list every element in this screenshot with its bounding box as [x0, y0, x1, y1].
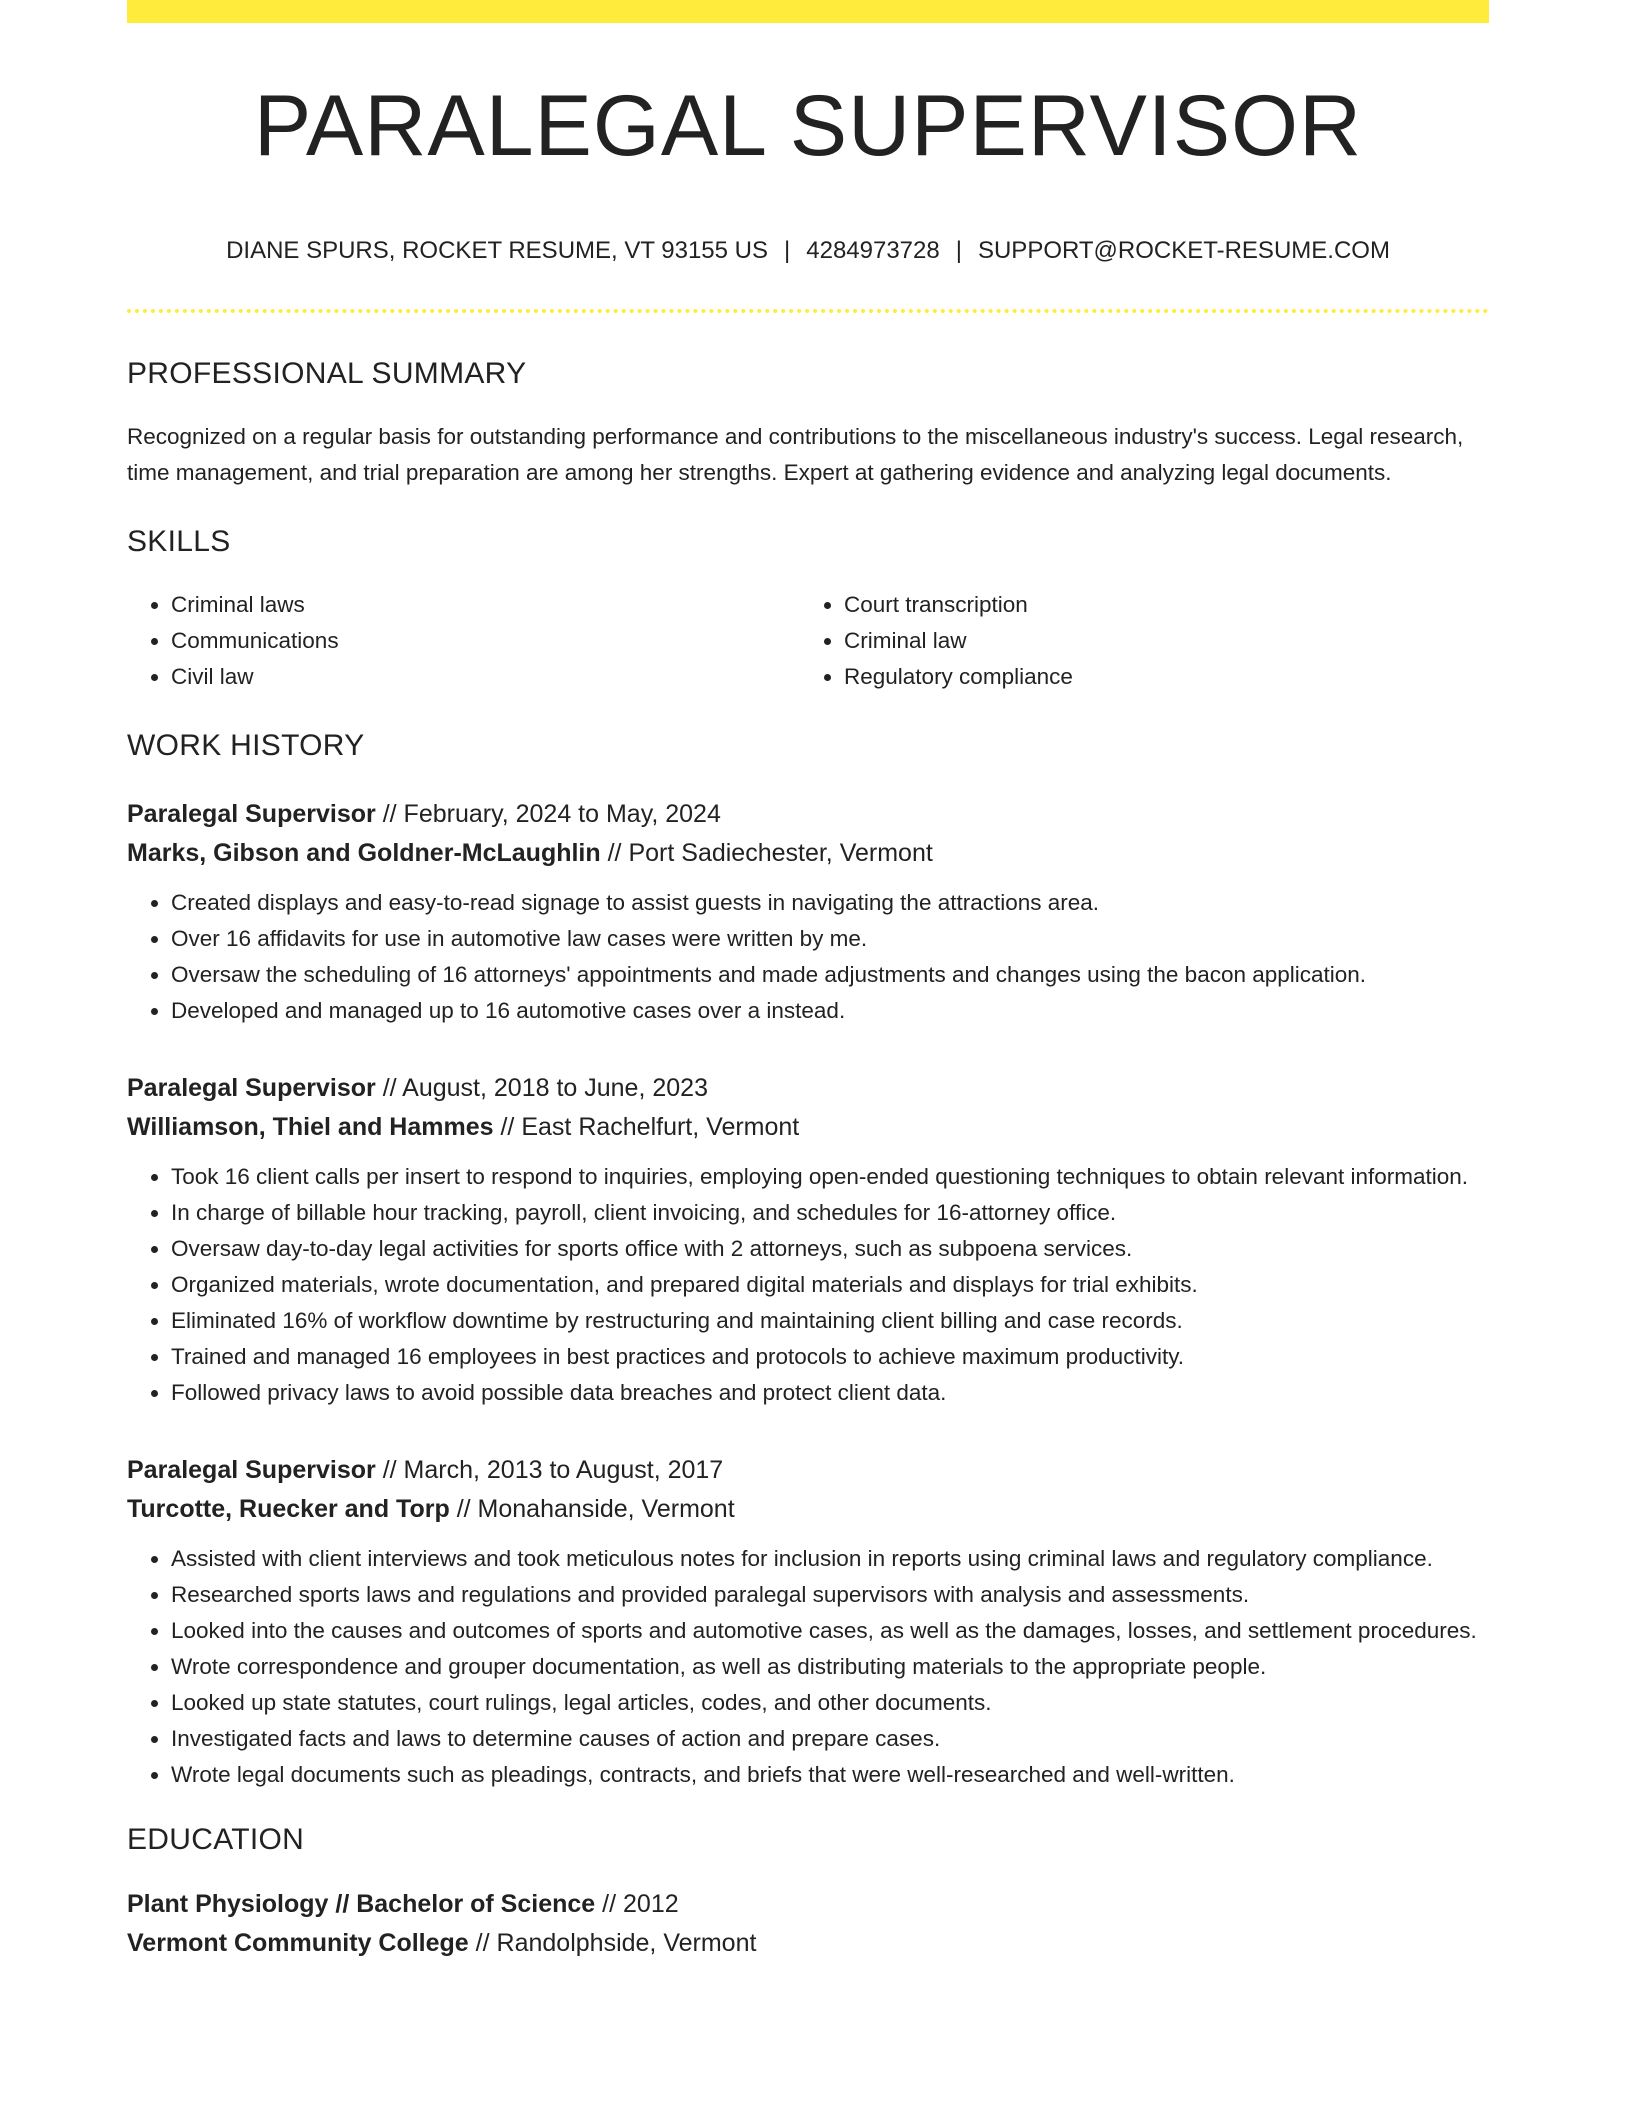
summary-text: Recognized on a regular basis for outstanding performance and contributions to the miscellaneous industry's success. Legal research, time management, and trial preparation are among her strengths. Expert at gathering evidence and analyzing legal documents. [127, 423, 1464, 485]
resume-content [127, 23, 1489, 1963]
job-company: Williamson, Thiel and Hammes [127, 1112, 494, 1141]
job-title-line [127, 1069, 1489, 1108]
job-bullets [127, 885, 1489, 1029]
job-bullet: • Organized materials, wrote documentation, and prepared digital materials and displays for trial exhibits. [171, 1267, 1489, 1303]
job-company-line [127, 1490, 1489, 1529]
skill-item: • Communications [171, 623, 800, 659]
job-bullets [127, 1541, 1489, 1793]
job-company: Marks, Gibson and Goldner-McLaughlin [127, 838, 601, 867]
separator: // [456, 1494, 471, 1523]
contact-phone: 4284973728 [806, 237, 940, 264]
job-dates: August, 2018 to June, 2023 [402, 1073, 708, 1102]
contact-separator: | [784, 237, 791, 264]
job-entry [127, 1069, 1489, 1411]
job-location: Monahanside, Vermont [477, 1494, 735, 1523]
job-location: East Rachelfurt, Vermont [521, 1112, 800, 1141]
skill-item: • Criminal law [844, 623, 1473, 659]
job-title: Paralegal Supervisor [127, 1455, 376, 1484]
job-title-line [127, 795, 1489, 834]
job-company: Turcotte, Ruecker and Torp [127, 1494, 450, 1523]
job-bullet: • Eliminated 16% of workflow downtime by restructuring and maintaining client billing and case records. [171, 1303, 1489, 1339]
job-bullet: • Developed and managed up to 16 automotive cases over a instead. [171, 993, 1489, 1029]
separator: // [500, 1112, 515, 1141]
job-bullet: • Followed privacy laws to avoid possible data breaches and protect client data. [171, 1375, 1489, 1411]
skills-heading: SKILLS [127, 524, 231, 558]
job-entry [127, 1451, 1489, 1793]
top-accent-bar [127, 0, 1489, 23]
job-bullet: • Wrote correspondence and grouper documentation, as well as distributing materials to the appropriate people. [171, 1649, 1489, 1685]
job-entry [127, 795, 1489, 1029]
header-divider [127, 309, 1489, 313]
separator: // [382, 1073, 397, 1102]
contact-email: SUPPORT@ROCKET-RESUME.COM [977, 237, 1390, 264]
summary-heading: PROFESSIONAL SUMMARY [127, 356, 527, 390]
skills-column-right [800, 587, 1473, 695]
education-degree-line [127, 1885, 1489, 1924]
job-bullet: • In charge of billable hour tracking, payroll, client invoicing, and schedules for 16-attorney office. [171, 1195, 1489, 1231]
job-bullets [127, 1159, 1489, 1411]
job-bullet: • Over 16 affidavits for use in automotive law cases were written by me. [171, 921, 1489, 957]
job-bullet: • Looked up state statutes, court rulings, legal articles, codes, and other documents. [171, 1685, 1489, 1721]
job-bullet: • Looked into the causes and outcomes of sports and automotive cases, as well as the damages, losses, and settlement procedures. [171, 1613, 1489, 1649]
job-company-line [127, 1108, 1489, 1147]
contact-line [127, 237, 1489, 266]
skill-item: • Court transcription [844, 587, 1473, 623]
education-school-line [127, 1924, 1489, 1963]
education-degree: Plant Physiology // Bachelor of Science [127, 1889, 596, 1918]
separator: // [475, 1928, 490, 1957]
job-dates: February, 2024 to May, 2024 [403, 799, 721, 828]
skills-column-left [127, 587, 800, 695]
skill-item: • Civil law [171, 659, 800, 695]
job-bullet: • Created displays and easy-to-read signage to assist guests in navigating the attractions area. [171, 885, 1489, 921]
work-history-heading: WORK HISTORY [127, 728, 365, 762]
separator: // [382, 799, 397, 828]
education-entry [127, 1885, 1489, 1963]
job-bullet: • Trained and managed 16 employees in best practices and protocols to achieve maximum productivity. [171, 1339, 1489, 1375]
job-bullet: • Investigated facts and laws to determine causes of action and prepare cases. [171, 1721, 1489, 1757]
job-bullet: • Took 16 client calls per insert to respond to inquiries, employing open-ended questioning techniques to obtain relevant information. [171, 1159, 1489, 1195]
education-school: Vermont Community College [127, 1928, 469, 1957]
education-heading: EDUCATION [127, 1822, 305, 1856]
separator: // [607, 838, 622, 867]
skill-item: • Criminal laws [171, 587, 800, 623]
job-bullet: • Oversaw the scheduling of 16 attorneys' appointments and made adjustments and changes using the bacon application. [171, 957, 1489, 993]
job-title-line [127, 1451, 1489, 1490]
job-dates: March, 2013 to August, 2017 [403, 1455, 724, 1484]
job-bullet: • Oversaw day-to-day legal activities for sports office with 2 attorneys, such as subpoena services. [171, 1231, 1489, 1267]
job-bullet: • Wrote legal documents such as pleadings, contracts, and briefs that were well-researched and well-written. [171, 1757, 1489, 1793]
contact-separator: | [955, 237, 962, 264]
job-bullet: • Assisted with client interviews and took meticulous notes for inclusion in reports using criminal laws and regulatory compliance. [171, 1541, 1489, 1577]
contact-address: DIANE SPURS, ROCKET RESUME, VT 93155 US [226, 237, 769, 264]
education-location: Randolphside, Vermont [496, 1928, 757, 1957]
job-bullet: • Researched sports laws and regulations and provided paralegal supervisors with analysis and assessments. [171, 1577, 1489, 1613]
education-year: 2012 [623, 1889, 679, 1918]
job-company-line [127, 834, 1489, 873]
skill-item: • Regulatory compliance [844, 659, 1473, 695]
resume-title: PARALEGAL SUPERVISOR [253, 78, 1363, 174]
job-location: Port Sadiechester, Vermont [628, 838, 933, 867]
job-title: Paralegal Supervisor [127, 799, 376, 828]
separator: // [602, 1889, 617, 1918]
skills-list [127, 587, 1489, 695]
separator: // [382, 1455, 397, 1484]
job-title: Paralegal Supervisor [127, 1073, 376, 1102]
